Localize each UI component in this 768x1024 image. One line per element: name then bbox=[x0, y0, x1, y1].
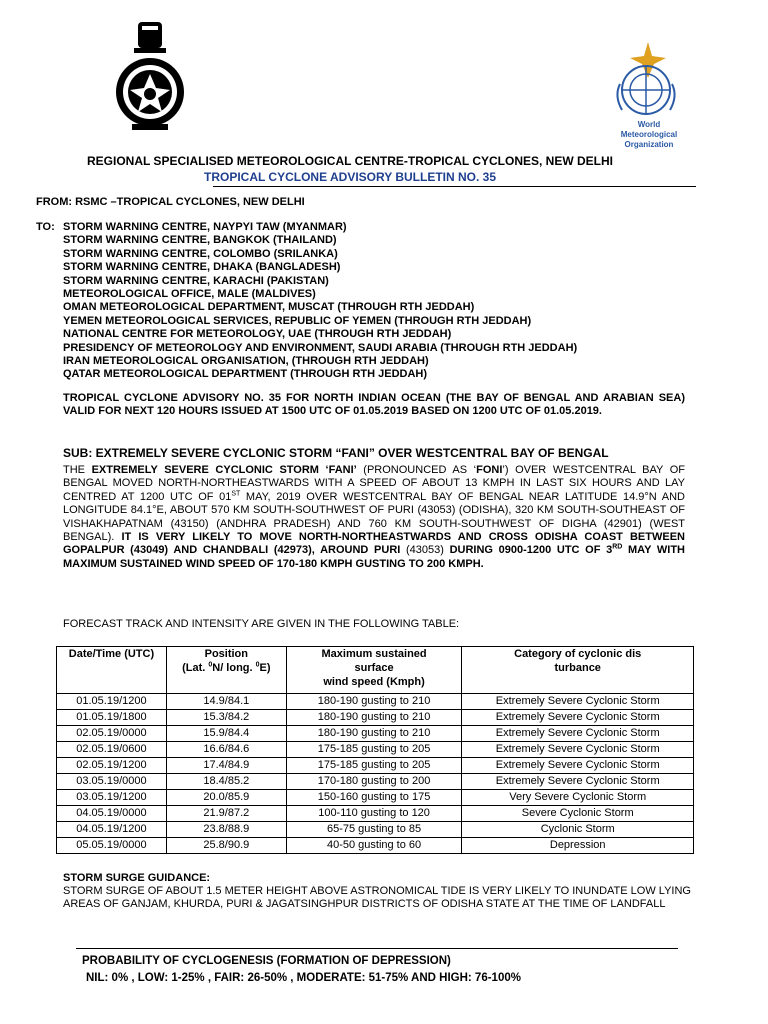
table-header-row bbox=[57, 647, 694, 694]
storm-surge-text: STORM SURGE OF ABOUT 1.5 METER HEIGHT ABOVE ASTRONOMICAL TIDE IS VERY LIKELY TO INUNDATE LOW LYING AREAS OF GANJAM, KHURDA, PURI & JAGATSINGHPUR DISTRICTS OF ODISHA STATE AT THE TIME OF LANDFALL bbox=[63, 885, 691, 911]
forecast-intro: FORECAST TRACK AND INTENSITY ARE GIVEN IN THE FOLLOWING TABLE: bbox=[63, 618, 460, 630]
recipient-item: YEMEN METEOROLOGICAL SERVICES, REPUBLIC OF YEMEN (THROUGH RTH JEDDAH) bbox=[63, 314, 532, 327]
column-header-category: Category of cyclonic dis turbance bbox=[462, 647, 694, 694]
body-text-bold: FONI bbox=[476, 464, 503, 476]
imd-emblem-icon bbox=[112, 20, 188, 134]
to-label: TO: bbox=[36, 221, 55, 233]
from-line: FROM: RSMC –TROPICAL CYCLONES, NEW DELHI bbox=[36, 196, 305, 208]
table-row: 05.05.19/0000 25.8/90.9 40-50 gusting to 60 Depression bbox=[57, 838, 694, 854]
forecast-table bbox=[56, 646, 694, 854]
wmo-text-line-2: Meteorological bbox=[620, 130, 678, 139]
table-row: 04.05.19/0000 21.9/87.2 100-110 gusting to 120 Severe Cyclonic Storm bbox=[57, 806, 694, 822]
recipient-item: IRAN METEOROLOGICAL ORGANISATION, (THROUGH RTH JEDDAH) bbox=[63, 355, 429, 368]
recipient-item: STORM WARNING CENTRE, DHAKA (BANGLADESH) bbox=[63, 261, 341, 274]
storm-surge-title: STORM SURGE GUIDANCE: bbox=[63, 872, 211, 884]
body-text-bold: MAY WITH MAXIMUM SUSTAINED WIND SPEED OF 170-180 KMPH GUSTING TO 200 KMPH. bbox=[63, 544, 685, 570]
recipient-item: OMAN METEOROLOGICAL DEPARTMENT, MUSCAT (THROUGH RTH JEDDAH) bbox=[63, 301, 475, 314]
header-divider bbox=[213, 186, 696, 187]
wmo-text-line-1: World bbox=[637, 120, 661, 129]
wmo-wordmark bbox=[604, 120, 694, 150]
recipient-item: METEOROLOGICAL OFFICE, MALE (MALDIVES) bbox=[63, 288, 316, 301]
column-header-wind: Maximum sustained surface wind speed (Kmph) bbox=[286, 647, 462, 694]
table-row: 02.05.19/1200 17.4/84.9 175-185 gusting to 205 Extremely Severe Cyclonic Storm bbox=[57, 758, 694, 774]
probability-title: PROBABILITY OF CYCLOGENESIS (FORMATION OF DEPRESSION) bbox=[82, 955, 451, 967]
recipient-item: PRESIDENCY OF METEOROLOGY AND ENVIRONMENT, SAUDI ARABIA (THROUGH RTH JEDDAH) bbox=[63, 341, 578, 354]
recipient-item: NATIONAL CENTRE FOR METEOROLOGY, UAE (THROUGH RTH JEDDAH) bbox=[63, 328, 452, 341]
table-row: 01.05.19/1200 14.9/84.1 180-190 gusting to 210 Extremely Severe Cyclonic Storm bbox=[57, 694, 694, 710]
recipient-item: STORM WARNING CENTRE, COLOMBO (SRILANKA) bbox=[63, 247, 338, 260]
body-superscript: ST bbox=[231, 490, 241, 498]
body-text-bold: EXTREMELY SEVERE CYCLONIC STORM ‘FANI’ bbox=[91, 464, 357, 476]
wmo-emblem-icon bbox=[608, 40, 688, 120]
recipient-item: QATAR METEOROLOGICAL DEPARTMENT (THROUGH RTH JEDDAH) bbox=[63, 368, 428, 381]
table-row: 03.05.19/0000 18.4/85.2 170-180 gusting to 200 Extremely Severe Cyclonic Storm bbox=[57, 774, 694, 790]
recipient-item: STORM WARNING CENTRE, NAYPYI TAW (MYANMAR) bbox=[63, 221, 347, 233]
cyclone-description bbox=[63, 464, 685, 571]
body-text: MAY, 2019 OVER WESTCENTRAL BAY OF BENGAL NEAR LATITUDE 14.9°N AND LONGITUDE 84.1°E, ABOUT 570 KM SOUTH-SOUTHWEST OF PURI (43053) (ODISHA), 320 KM SOUTH-SOUTHEAST OF VISHAKHAPATNAM (43150) (ANDHRA PRADESH) AND 760 KM SOUTH-SOUTHWEST OF DIGHA (42901) (WEST BENGAL). bbox=[63, 490, 685, 544]
body-text: (43053) bbox=[405, 544, 444, 557]
column-header-position: Position (Lat. $^0$N/ long. $^0$E) bbox=[166, 647, 286, 694]
body-superscript: RD bbox=[612, 543, 623, 551]
bulletin-number: TROPICAL CYCLONE ADVISORY BULLETIN NO. 35 bbox=[203, 170, 497, 184]
probability-levels: NIL: 0% , LOW: 1-25% , FAIR: 26-50% , MODERATE: 51-75% AND HIGH: 76-100% bbox=[86, 972, 521, 984]
body-text-bold: IT IS VERY LIKELY TO MOVE NORTH-NORTHEASTWARDS AND CROSS ODISHA COAST BETWEEN GOPALPUR (43049) AND CHANDBALI (42973), AROUND PURI bbox=[63, 531, 685, 557]
table-row: 02.05.19/0000 15.9/84.4 180-190 gusting to 210 Extremely Severe Cyclonic Storm bbox=[57, 726, 694, 742]
column-header-date: Date/Time (UTC) bbox=[57, 647, 167, 694]
recipient-item: STORM WARNING CENTRE, KARACHI (PAKISTAN) bbox=[63, 274, 329, 287]
table-row: 02.05.19/0600 16.6/84.6 175-185 gusting to 205 Extremely Severe Cyclonic Storm bbox=[57, 742, 694, 758]
table-row: 01.05.19/1800 15.3/84.2 180-190 gusting to 210 Extremely Severe Cyclonic Storm bbox=[57, 710, 694, 726]
body-text-bold: DURING 0900-1200 UTC OF 3 bbox=[443, 544, 613, 557]
table-row: 03.05.19/1200 20.0/85.9 150-160 gusting to 175 Very Severe Cyclonic Storm bbox=[57, 790, 694, 806]
advisory-paragraph: TROPICAL CYCLONE ADVISORY NO. 35 FOR NORTH INDIAN OCEAN (THE BAY OF BENGAL AND ARABIAN SEA) VALID FOR NEXT 120 HOURS ISSUED AT 1500 UTC OF 01.05.2019 BASED ON 1200 UTC OF 01.05.2019. bbox=[63, 392, 685, 418]
body-text: ’) OVER WESTCENTRAL BAY OF BENGAL MOVED NORTH-NORTHEASTWARDS WITH A SPEED OF ABOUT 13 KMPH IN LAST SIX HOURS AND LAY CENTRED AT 1200 UTC OF 01 bbox=[63, 464, 685, 503]
body-text: THE bbox=[63, 464, 92, 476]
body-text: (PRONOUNCED AS ‘ bbox=[356, 464, 477, 476]
wmo-text-line-3: Organization bbox=[624, 140, 674, 149]
recipient-item: STORM WARNING CENTRE, BANGKOK (THAILAND) bbox=[63, 234, 337, 247]
page-title: REGIONAL SPECIALISED METEOROLOGICAL CENTRE-TROPICAL CYCLONES, NEW DELHI bbox=[86, 154, 614, 168]
subject-line: SUB: EXTREMELY SEVERE CYCLONIC STORM “FANI” OVER WESTCENTRAL BAY OF BENGAL bbox=[63, 446, 609, 460]
probability-divider bbox=[76, 948, 678, 949]
table-row: 04.05.19/1200 23.8/88.9 65-75 gusting to 85 Cyclonic Storm bbox=[57, 822, 694, 838]
recipient-list bbox=[63, 221, 577, 382]
